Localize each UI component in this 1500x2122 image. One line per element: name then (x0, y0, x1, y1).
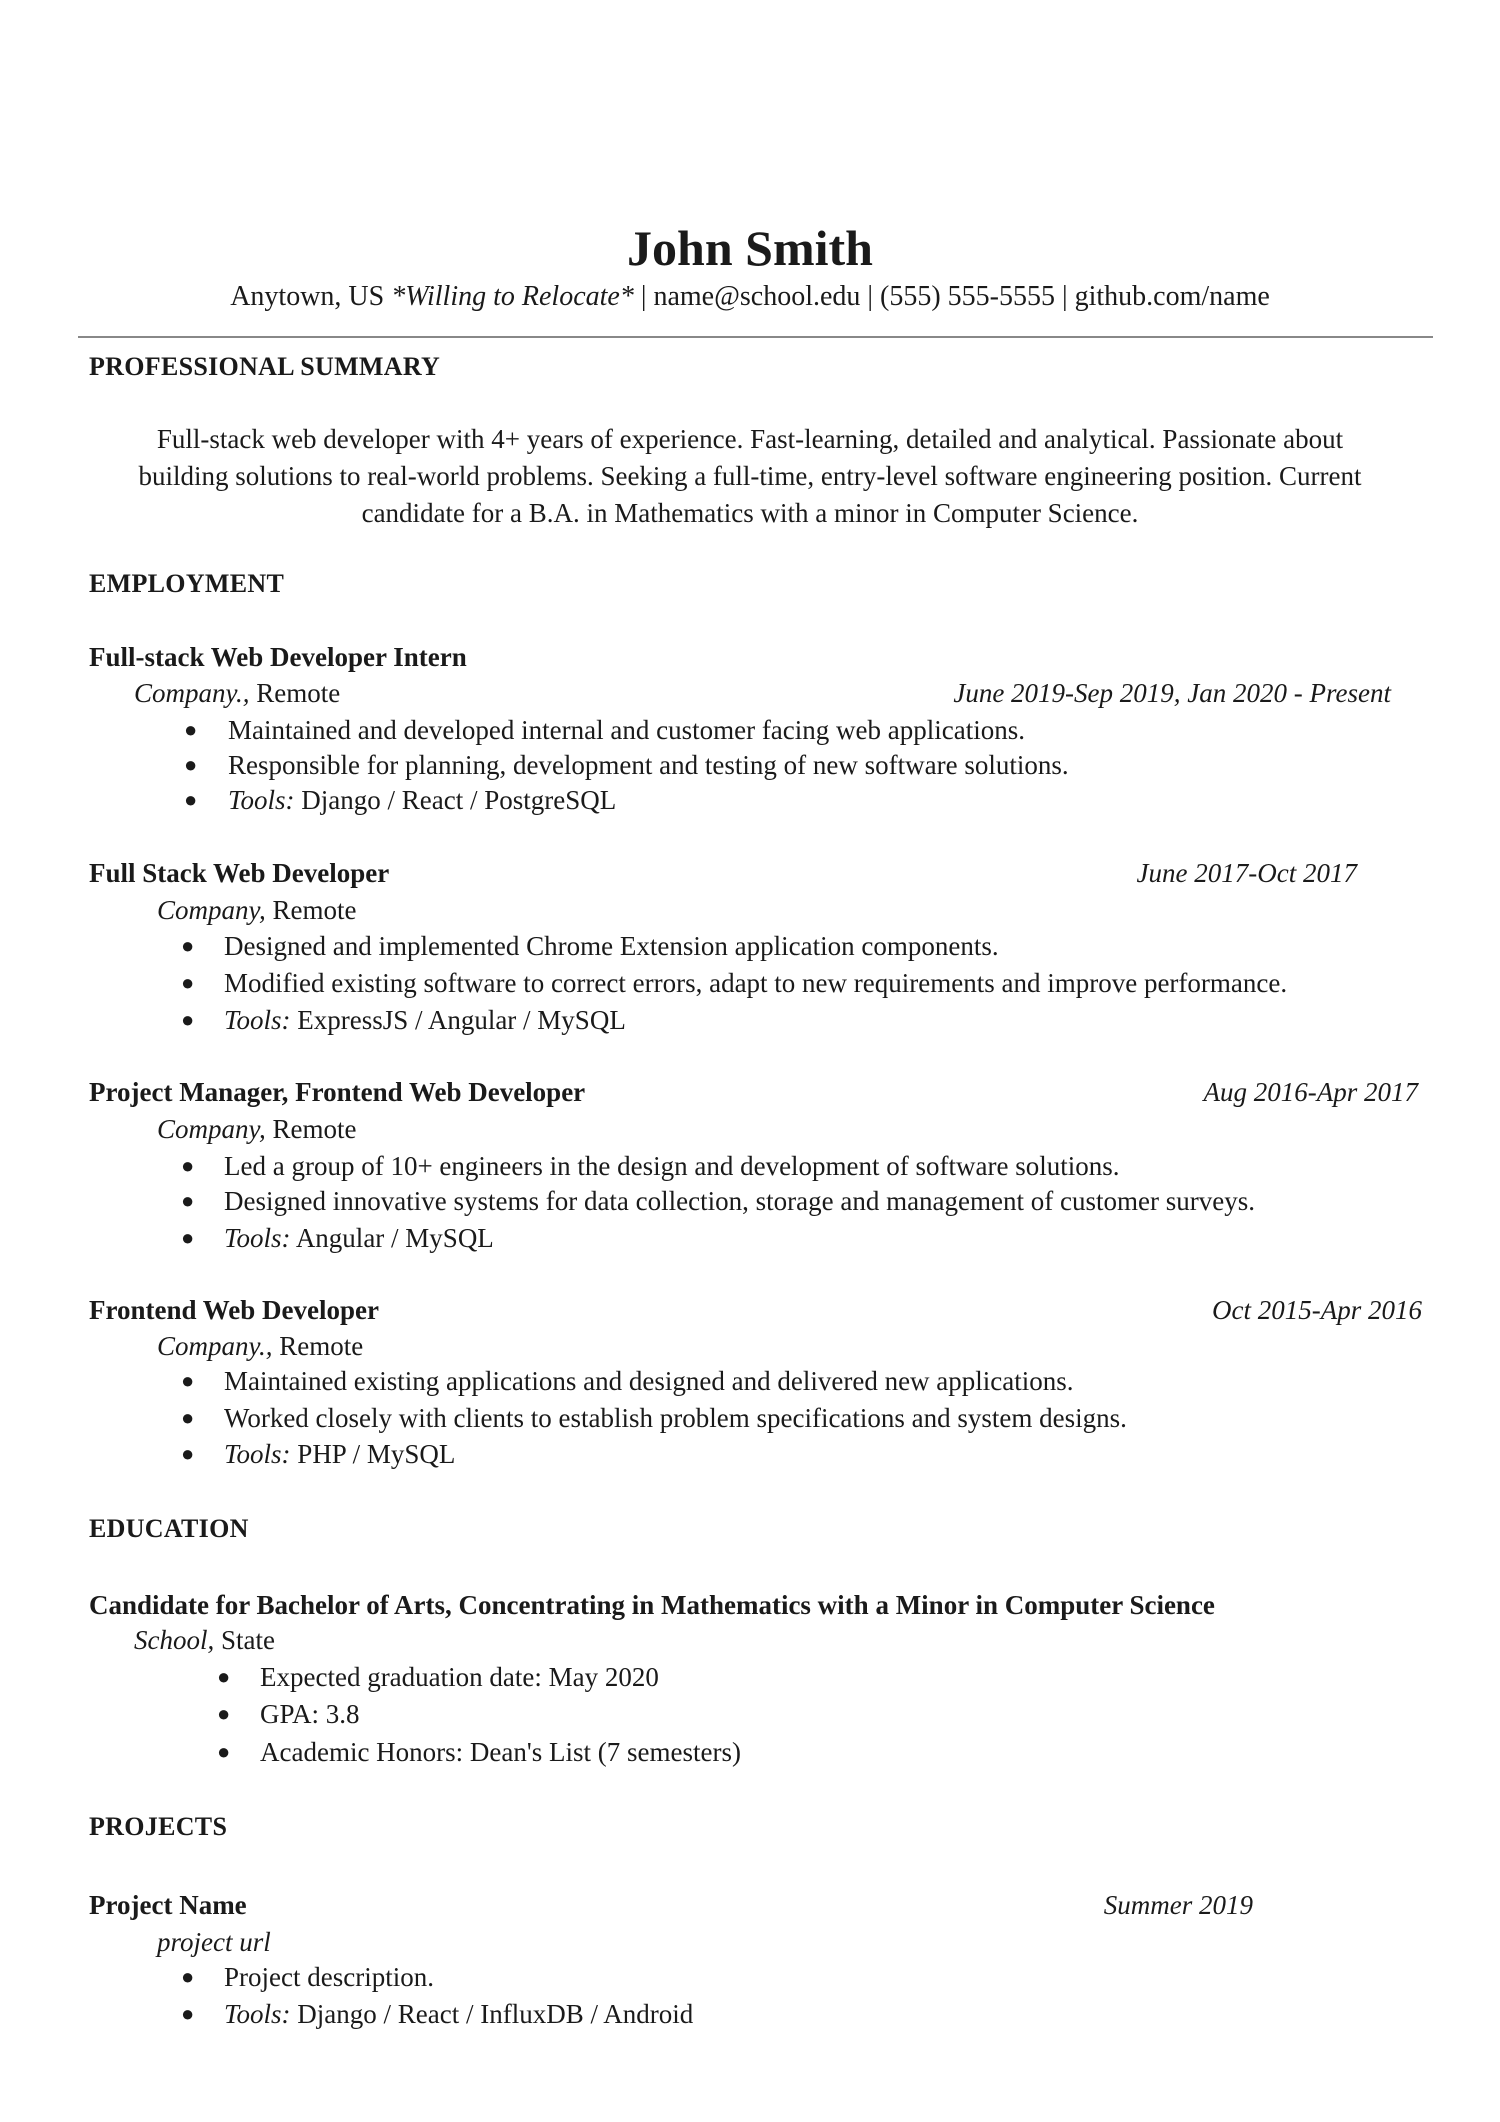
separator: | (1062, 281, 1068, 312)
job-dates: June 2017-Oct 2017 (1136, 858, 1357, 888)
phone: (555) 555-5555 (880, 281, 1055, 312)
education-bullet: Expected graduation date: May 2020 (260, 1662, 659, 1692)
job-bullet: Designed and implemented Chrome Extension application components. (224, 931, 999, 961)
tools-list: PHP / MySQL (297, 1439, 456, 1469)
location: Anytown, US (230, 281, 385, 312)
bullet-icon: ● (181, 1188, 195, 1213)
job-company (157, 892, 357, 928)
bullet-icon: ● (181, 1007, 195, 1032)
github-link[interactable]: github.com/name (1074, 281, 1270, 312)
bullet-icon: ● (181, 970, 195, 995)
project-tools (224, 1996, 693, 2032)
job-tools (224, 1002, 626, 1038)
company-name: Company, (157, 1114, 266, 1144)
job-company (157, 1111, 357, 1147)
bullet-icon: ● (184, 717, 198, 742)
job-location: Remote (272, 1114, 357, 1144)
job-bullet: Responsible for planning, development and testing of new software solutions. (228, 750, 1069, 780)
job-title: Full-stack Web Developer Intern (89, 642, 467, 672)
job-bullet: Modified existing software to correct errors, adapt to new requirements and improve performance. (224, 968, 1288, 998)
job-tools (224, 1436, 455, 1472)
tools-label: Tools: (224, 1005, 291, 1035)
tools-list: ExpressJS / Angular / MySQL (297, 1005, 626, 1035)
section-heading-projects: PROJECTS (89, 1812, 228, 1841)
bullet-icon: ● (181, 1153, 195, 1178)
job-dates: Oct 2015-Apr 2016 (1212, 1295, 1422, 1325)
bullet-icon: ● (217, 1739, 231, 1764)
job-bullet: Led a group of 10+ engineers in the design and development of software solutions. (224, 1151, 1120, 1181)
separator: | (867, 281, 874, 312)
job-title: Frontend Web Developer (89, 1295, 379, 1325)
bullet-icon: ● (181, 2001, 195, 2026)
summary-line: building solutions to real-world problems. Seeking a full-time, entry-level software engineering position. Current (138, 461, 1362, 491)
job-tools (224, 1220, 494, 1256)
tools-label: Tools: (228, 785, 295, 815)
email[interactable]: name@school.edu (653, 281, 861, 312)
job-company (157, 1328, 363, 1364)
job-title: Full Stack Web Developer (89, 858, 390, 888)
project-bullet: Project description. (224, 1962, 434, 1992)
company-name: Company., (134, 678, 250, 708)
bullet-icon: ● (184, 752, 198, 777)
section-heading-summary: PROFESSIONAL SUMMARY (89, 352, 441, 381)
job-location: Remote (256, 678, 341, 708)
school-state: State (221, 1625, 275, 1655)
bullet-icon: ● (181, 1368, 195, 1393)
project-name: Project Name (89, 1890, 247, 1920)
job-bullet: Worked closely with clients to establish problem specifications and system designs. (224, 1403, 1127, 1433)
summary-line: Full-stack web developer with 4+ years of experience. Fast-learning, detailed and analytical. Passionate about (156, 424, 1344, 454)
tools-list: Django / React / PostgreSQL (301, 785, 617, 815)
separator: | (640, 281, 647, 312)
job-location: Remote (279, 1331, 364, 1361)
summary-line: candidate for a B.A. in Mathematics with a minor in Computer Science. (361, 498, 1139, 528)
job-dates: Aug 2016-Apr 2017 (1203, 1077, 1418, 1107)
education-bullet: GPA: 3.8 (260, 1699, 360, 1729)
bullet-icon: ● (217, 1701, 231, 1726)
bullet-icon: ● (184, 787, 198, 812)
education-bullet: Academic Honors: Dean's List (7 semesters) (260, 1737, 741, 1767)
bullet-icon: ● (181, 1225, 195, 1250)
relocate-note: *Willing to Relocate* (391, 281, 634, 312)
tools-label: Tools: (224, 1223, 291, 1253)
bullet-icon: ● (181, 1405, 195, 1430)
tools-label: Tools: (224, 1999, 291, 2029)
bullet-icon: ● (181, 1964, 195, 1989)
project-url[interactable]: project url (157, 1927, 271, 1957)
degree-title: Candidate for Bachelor of Arts, Concentrating in Mathematics with a Minor in Computer Science (89, 1590, 1215, 1620)
job-bullet: Maintained and developed internal and customer facing web applications. (228, 715, 1025, 745)
job-dates: June 2019-Sep 2019, Jan 2020 - Present (953, 678, 1391, 708)
bullet-icon: ● (181, 1441, 195, 1466)
section-heading-employment: EMPLOYMENT (89, 569, 285, 598)
tools-list: Django / React / InfluxDB / Android (297, 1999, 694, 2029)
project-dates: Summer 2019 (1103, 1890, 1253, 1920)
school-name: School, (134, 1625, 215, 1655)
contact-line (0, 279, 1500, 315)
section-heading-education: EDUCATION (89, 1514, 249, 1543)
job-title: Project Manager, Frontend Web Developer (89, 1077, 586, 1107)
school-line (134, 1622, 275, 1658)
bullet-icon: ● (217, 1664, 231, 1689)
bullet-icon: ● (181, 933, 195, 958)
header-divider (78, 336, 1433, 338)
candidate-name: John Smith (627, 220, 873, 276)
job-bullet: Maintained existing applications and designed and delivered new applications. (224, 1366, 1074, 1396)
tools-list: Angular / MySQL (295, 1223, 494, 1253)
tools-label: Tools: (224, 1439, 291, 1469)
company-name: Company., (157, 1331, 273, 1361)
job-location: Remote (272, 895, 357, 925)
job-tools (228, 782, 616, 818)
company-name: Company, (157, 895, 266, 925)
job-company (134, 675, 340, 711)
job-bullet: Designed innovative systems for data collection, storage and management of customer surveys. (224, 1186, 1255, 1216)
